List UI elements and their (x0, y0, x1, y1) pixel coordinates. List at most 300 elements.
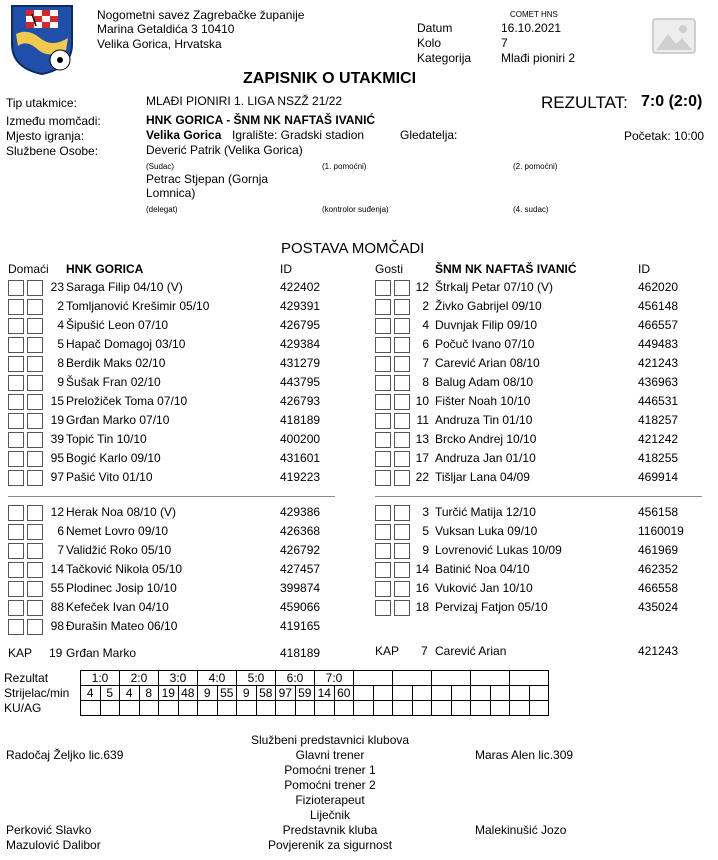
player-number: 9 (57, 375, 64, 389)
org-city: Velika Gorica, Hrvatska (97, 37, 222, 51)
player-row (367, 599, 707, 618)
scorer-number-cell (393, 686, 413, 701)
player-id: 429386 (280, 505, 321, 519)
score-cell: 7:0 (315, 671, 354, 686)
player-name: Grđan Marko 07/10 (66, 413, 170, 427)
player-number: 12 (50, 505, 64, 519)
player-row (367, 298, 707, 317)
player-id: 446531 (638, 394, 679, 408)
player-row (0, 561, 360, 580)
player-number: 8 (57, 356, 64, 370)
player-checkbox[interactable] (375, 299, 391, 315)
player-checkbox[interactable] (375, 524, 391, 540)
player-checkbox[interactable] (375, 543, 391, 559)
scorer-number-cell (432, 686, 452, 701)
player-row (0, 523, 360, 542)
player-number: 18 (415, 600, 429, 614)
card-cell (81, 701, 101, 716)
player-id: 462352 (638, 562, 679, 576)
player-row (367, 469, 707, 488)
club-officials-title: Službeni predstavnici klubova (250, 733, 410, 747)
player-row (367, 542, 707, 561)
player-row (0, 450, 360, 469)
goal-minute-cell: 48 (178, 686, 198, 701)
category-label: Kategorija (417, 51, 472, 65)
home-captain-id: 418189 (280, 646, 321, 660)
player-id: 426793 (280, 394, 321, 408)
between-label: Između momčadi: (6, 114, 101, 128)
home-side-label: Domaći (8, 262, 49, 276)
away-club-rep: Malekinušić Jozo (475, 823, 567, 837)
officials-label: Službene Osobe: (6, 144, 99, 158)
player-id: 459066 (280, 600, 321, 614)
scorer-number-cell: 4 (120, 686, 140, 701)
player-number: 4 (57, 318, 64, 332)
scorer-number-cell: 97 (276, 686, 296, 701)
player-row (367, 412, 707, 431)
match-type-value: MLAĐI PIONIRI 1. LIGA NSZŽ 21/22 (146, 94, 343, 108)
player-id: 449483 (638, 337, 679, 351)
scoring-table (4, 670, 549, 716)
spectators-label: Gledatelja: (400, 128, 458, 142)
player-id: 429384 (280, 337, 321, 351)
card-cell (471, 701, 491, 716)
player-checkbox[interactable] (8, 581, 24, 597)
player-row (0, 542, 360, 561)
venue-label: Mjesto igranja: (6, 129, 85, 143)
player-name: Đurašin Mateo 06/10 (66, 619, 178, 633)
home-security-officer: Mazulović Dalibor (6, 838, 101, 852)
player-name: Kefeček Ivan 04/10 (66, 600, 169, 614)
score-cell: 2:0 (120, 671, 159, 686)
player-id: 469914 (638, 470, 679, 484)
player-number: 6 (57, 524, 64, 538)
player-id: 456148 (638, 299, 679, 313)
card-cell (217, 701, 237, 716)
player-checkbox[interactable] (375, 562, 391, 578)
player-id: 399874 (280, 581, 321, 595)
player-id: 421242 (638, 432, 679, 446)
player-name: Turčić Matija 12/10 (435, 505, 536, 519)
player-row (367, 336, 707, 355)
physio-label: Fizioterapeut (295, 793, 365, 807)
player-number: 13 (415, 432, 429, 446)
player-name: Duvnjak Filip 09/10 (435, 318, 538, 332)
date-value: 16.10.2021 (501, 21, 562, 35)
player-id: 426795 (280, 318, 321, 332)
player-name: Vuksan Luka 09/10 (435, 524, 538, 538)
round-label: Kolo (417, 36, 442, 50)
player-number: 23 (50, 280, 64, 294)
player-row (0, 355, 360, 374)
county-crest-icon (8, 4, 76, 76)
player-number: 5 (57, 337, 64, 351)
home-club-rep: Perković Slavko (6, 823, 92, 837)
player-checkbox[interactable] (375, 600, 391, 616)
goal-minute-cell: 58 (256, 686, 276, 701)
player-row (367, 580, 707, 599)
player-name: Tačković Nikola 05/10 (66, 562, 183, 576)
player-id: 418189 (280, 413, 321, 427)
start-time: Početak: 10:00 (624, 129, 705, 143)
player-checkbox[interactable] (375, 356, 391, 372)
score-cell: 4:0 (198, 671, 237, 686)
fourth-official-role: (4. sudac) (513, 205, 549, 214)
player-row (367, 393, 707, 412)
scorer-number-cell: 9 (237, 686, 257, 701)
goal-minute-cell (412, 686, 432, 701)
player-checkbox[interactable] (8, 619, 24, 635)
home-starters-list (0, 279, 360, 491)
player-checkbox[interactable] (375, 451, 391, 467)
card-cell (393, 701, 413, 716)
goal-minute-cell: 59 (295, 686, 315, 701)
player-name: Carević Arian 08/10 (435, 356, 540, 370)
player-name: Topić Tin 10/10 (66, 432, 147, 446)
goal-minute-cell: 60 (334, 686, 354, 701)
player-number: 3 (422, 505, 429, 519)
player-id: 466558 (638, 581, 679, 595)
player-number: 55 (50, 581, 64, 595)
player-checkbox[interactable] (375, 318, 391, 334)
player-id: 1160019 (638, 524, 684, 538)
home-id-header: ID (280, 262, 292, 276)
player-checkbox[interactable] (375, 581, 391, 597)
player-checkbox[interactable] (375, 413, 391, 429)
player-name: Andruza Jan 01/10 (435, 451, 536, 465)
player-name: Pervizaj Fatjon 05/10 (435, 600, 548, 614)
player-id: 419165 (280, 619, 321, 633)
card-cell (237, 701, 257, 716)
card-cell (159, 701, 179, 716)
player-number: 12 (415, 280, 429, 294)
player-checkbox[interactable] (8, 524, 24, 540)
goal-minute-cell: 55 (217, 686, 237, 701)
player-checkbox[interactable] (8, 562, 24, 578)
score-cell: 6:0 (276, 671, 315, 686)
player-name: Šušak Fran 02/10 (66, 375, 161, 389)
player-id: 443795 (280, 375, 321, 389)
match-type-label: Tip utakmice: (6, 96, 77, 110)
player-checkbox[interactable] (8, 600, 24, 616)
goal-minute-cell: 5 (100, 686, 120, 701)
player-checkbox[interactable] (8, 543, 24, 559)
away-captain-name: Carević Arian (435, 644, 507, 658)
score-cell (510, 671, 549, 686)
away-subs-list (367, 504, 707, 640)
player-number: 95 (50, 451, 64, 465)
player-name: Počuč Ivano 07/10 (435, 337, 535, 351)
home-subs-list (0, 504, 360, 640)
control-role: (kontrolor suđenja) (322, 205, 389, 214)
scorer-number-cell (510, 686, 530, 701)
player-checkbox[interactable] (375, 470, 391, 486)
player-checkbox[interactable] (8, 299, 24, 315)
player-name: Batinić Noa 04/10 (435, 562, 530, 576)
player-id: 422402 (280, 280, 321, 294)
player-name: Bogić Karlo 09/10 (66, 451, 161, 465)
player-name: Validžić Roko 05/10 (66, 543, 172, 557)
player-number: 11 (416, 413, 429, 427)
player-id: 426792 (280, 543, 321, 557)
player-number: 39 (50, 432, 64, 446)
card-cell (354, 701, 374, 716)
player-row (0, 580, 360, 599)
scoring-scorer-label: Strijelac/min (4, 686, 70, 700)
player-row (0, 504, 360, 523)
player-number: 2 (57, 299, 64, 313)
player-number: 14 (415, 562, 429, 576)
away-captain-id: 421243 (638, 644, 679, 658)
player-id: 431601 (280, 451, 321, 465)
score-cell: 3:0 (159, 671, 198, 686)
image-placeholder-icon (652, 18, 696, 54)
player-checkbox[interactable] (375, 375, 391, 391)
player-name: Herak Noa 08/10 (V) (66, 505, 177, 519)
player-name: Saraga Filip 04/10 (V) (66, 280, 183, 294)
away-captain-label: KAP (375, 644, 400, 658)
player-row (0, 298, 360, 317)
player-checkbox[interactable] (8, 356, 24, 372)
player-number: 7 (422, 356, 429, 370)
round-value: 7 (501, 36, 508, 50)
lineup-title: POSTAVA MOMČADI (281, 240, 425, 257)
scorer-number-cell: 14 (315, 686, 335, 701)
player-number: 10 (415, 394, 429, 408)
card-cell (412, 701, 432, 716)
player-id: 461969 (638, 543, 679, 557)
card-cell (295, 701, 315, 716)
player-id: 431279 (280, 356, 321, 370)
goal-minute-cell (490, 686, 510, 701)
player-number: 22 (415, 470, 429, 484)
away-divider (375, 496, 702, 497)
scoring-cards-label: KU/AG (4, 701, 42, 715)
home-captain-number: 19 (49, 646, 63, 660)
card-cell (334, 701, 354, 716)
player-id: 421243 (638, 356, 679, 370)
goal-minute-cell (451, 686, 471, 701)
player-row (0, 412, 360, 431)
player-id: 427457 (280, 562, 321, 576)
player-row (367, 561, 707, 580)
player-row (0, 374, 360, 393)
card-cell (120, 701, 140, 716)
goal-minute-cell (373, 686, 393, 701)
card-cell (100, 701, 120, 716)
player-name: Preložiček Toma 07/10 (66, 394, 188, 408)
player-checkbox[interactable] (375, 337, 391, 353)
player-number: 5 (422, 524, 429, 538)
home-captain-name: Grđan Marko (66, 646, 137, 660)
card-cell (451, 701, 471, 716)
venue-ground: Igralište: Gradski stadion (232, 128, 365, 142)
goal-minute-cell: 8 (139, 686, 159, 701)
score-cell (471, 671, 510, 686)
player-checkbox[interactable] (375, 280, 391, 296)
player-checkbox[interactable] (8, 505, 24, 521)
player-number: 97 (50, 470, 64, 484)
player-checkbox[interactable] (8, 432, 24, 448)
player-checkbox[interactable] (375, 505, 391, 521)
date-label: Datum (417, 21, 453, 35)
away-starters-list (367, 279, 707, 491)
card-cell (529, 701, 549, 716)
player-name: Pašić Vito 01/10 (66, 470, 153, 484)
delegate-name-line2: Lomnica) (146, 186, 196, 200)
player-number: 7 (57, 543, 64, 557)
away-id-header: ID (638, 262, 650, 276)
player-row (0, 336, 360, 355)
player-name: Živko Gabrijel 09/10 (435, 299, 542, 313)
scorer-number-cell: 19 (159, 686, 179, 701)
player-number: 6 (422, 337, 429, 351)
card-cell (490, 701, 510, 716)
player-row (367, 504, 707, 523)
player-row (367, 450, 707, 469)
player-name: Berdik Maks 02/10 (66, 356, 166, 370)
player-row (367, 374, 707, 393)
player-checkbox[interactable] (8, 318, 24, 334)
player-checkbox[interactable] (375, 432, 391, 448)
player-id: 462020 (638, 280, 679, 294)
card-cell (510, 701, 530, 716)
player-checkbox[interactable] (8, 413, 24, 429)
player-checkbox[interactable] (8, 470, 24, 486)
player-row (367, 431, 707, 450)
club-rep-label: Predstavnik kluba (282, 823, 378, 837)
card-cell (178, 701, 198, 716)
player-number: 4 (422, 318, 429, 332)
page-title: ZAPISNIK O UTAKMICI (243, 70, 417, 87)
player-name: Šipušić Leon 07/10 (66, 318, 169, 332)
assistant2-role: (2. pomoćni) (513, 162, 558, 171)
player-checkbox[interactable] (8, 280, 24, 296)
player-checkbox[interactable] (8, 394, 24, 410)
scorer-number-cell: 4 (81, 686, 101, 701)
player-checkbox[interactable] (8, 375, 24, 391)
player-id: 418257 (638, 413, 679, 427)
assistant-coach2-label: Pomoćni trener 2 (284, 778, 376, 792)
card-cell (198, 701, 218, 716)
scorer-number-cell: 9 (198, 686, 218, 701)
player-name: Brcko Andrej 10/10 (435, 432, 537, 446)
between-value: HNK GORICA - ŠNM NK NAFTAŠ IVANIĆ (146, 113, 376, 127)
player-id: 466557 (638, 318, 679, 332)
player-row (0, 393, 360, 412)
player-id: 418255 (638, 451, 679, 465)
player-number: 19 (50, 413, 64, 427)
scorer-number-cell (354, 686, 374, 701)
delegate-role: (delegat) (146, 205, 178, 214)
player-number: 2 (422, 299, 429, 313)
player-id: 419223 (280, 470, 321, 484)
org-name: Nogometni savez Zagrebačke županije (97, 8, 305, 22)
player-number: 15 (50, 394, 64, 408)
player-row (0, 279, 360, 298)
player-name: Lovrenović Lukas 10/09 (435, 543, 562, 557)
score-cell (393, 671, 432, 686)
card-cell (432, 701, 452, 716)
result-label: REZULTAT: (541, 93, 628, 112)
home-team-name: HNK GORICA (66, 262, 144, 276)
player-name: Štrkalj Petar 07/10 (V) (435, 280, 554, 294)
player-number: 8 (422, 375, 429, 389)
player-row (367, 355, 707, 374)
home-divider (8, 496, 335, 497)
result-value: 7:0 (2:0) (641, 93, 703, 110)
home-head-coach: Radočaj Željko lic.639 (6, 748, 124, 762)
player-name: Fišter Noah 10/10 (435, 394, 531, 408)
player-id: 436963 (638, 375, 679, 389)
score-cell (354, 671, 393, 686)
player-number: 9 (422, 543, 429, 557)
player-row (0, 618, 360, 637)
player-row (367, 523, 707, 542)
referee-role: (Sudac) (146, 162, 175, 171)
player-number: 88 (50, 600, 64, 614)
player-checkbox[interactable] (375, 394, 391, 410)
security-label: Povjerenik za sigurnost (267, 838, 393, 852)
player-id: 435024 (638, 600, 679, 614)
player-number: 16 (415, 581, 429, 595)
score-cell (432, 671, 471, 686)
org-address: Marina Getaldića 3 10410 (97, 22, 235, 36)
player-name: Tišljar Lana 04/09 (435, 470, 530, 484)
goal-minute-cell (529, 686, 549, 701)
away-team-name: ŠNM NK NAFTAŠ IVANIĆ (435, 262, 577, 276)
player-checkbox[interactable] (8, 337, 24, 353)
player-id: 400200 (280, 432, 321, 446)
player-number: 17 (415, 451, 429, 465)
away-head-coach: Maras Alen lic.309 (475, 748, 574, 762)
card-cell (139, 701, 159, 716)
doctor-label: Liječnik (309, 808, 351, 822)
player-id: 456158 (638, 505, 679, 519)
venue-city: Velika Gorica (146, 128, 222, 142)
card-cell (315, 701, 335, 716)
away-side-label: Gosti (375, 262, 404, 276)
referee-name: Deverić Patrik (Velika Gorica) (146, 143, 303, 157)
player-name: Plodinec Josip 10/10 (66, 581, 177, 595)
player-row (0, 599, 360, 618)
scoring-result-label: Rezultat (4, 671, 49, 685)
player-row (0, 469, 360, 488)
head-coach-label: Glavni trener (295, 748, 365, 762)
player-checkbox[interactable] (8, 451, 24, 467)
assistant1-role: (1. pomoćni) (322, 162, 367, 171)
scorer-number-cell (471, 686, 491, 701)
card-cell (256, 701, 276, 716)
player-name: Balug Adam 08/10 (435, 375, 534, 389)
player-name: Tomljanović Krešimir 05/10 (66, 299, 210, 313)
score-cell: 5:0 (237, 671, 276, 686)
player-name: Andruza Tin 01/10 (435, 413, 533, 427)
score-cell: 1:0 (81, 671, 120, 686)
assistant-coach1-label: Pomoćni trener 1 (284, 763, 376, 777)
player-row (0, 431, 360, 450)
player-row (367, 317, 707, 336)
away-captain-number: 7 (421, 644, 428, 658)
card-cell (373, 701, 393, 716)
player-number: 98 (50, 619, 64, 633)
player-row (0, 317, 360, 336)
system-label: COMET HNS (510, 10, 558, 19)
player-name: Hapač Domagoj 03/10 (66, 337, 186, 351)
player-name: Nemet Lovro 09/10 (66, 524, 169, 538)
player-id: 429391 (280, 299, 321, 313)
player-row (367, 279, 707, 298)
